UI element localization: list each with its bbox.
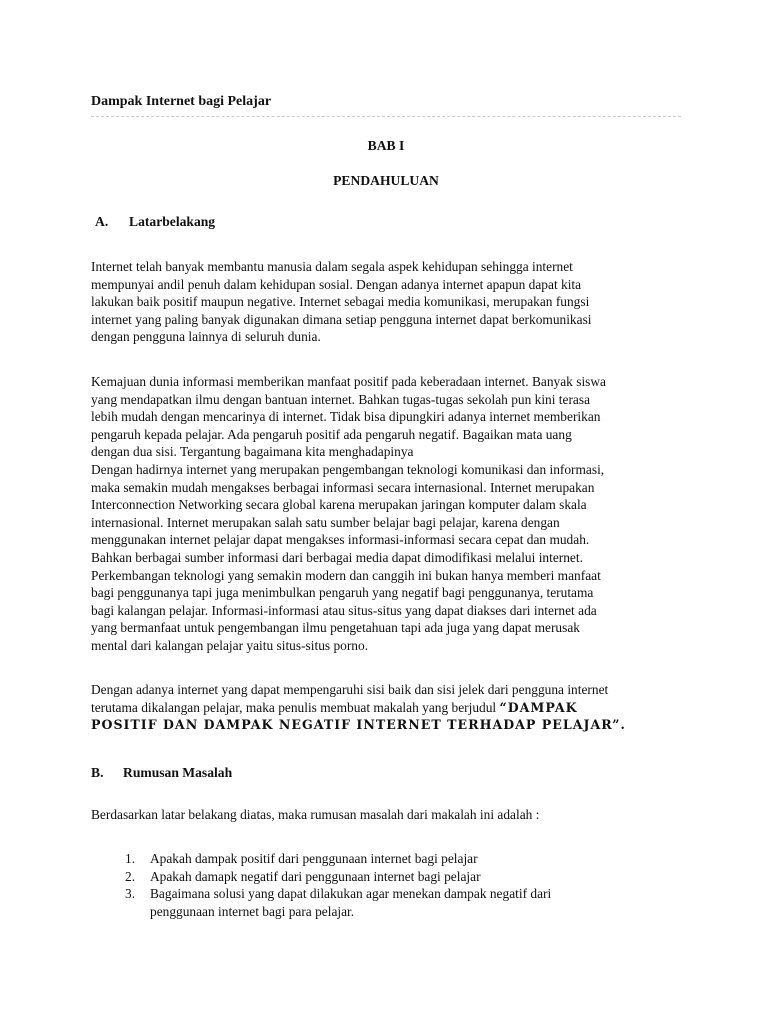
paper-title-part2: POSITIF DAN DAMPAK NEGATIF INTERNET TERHADAP PELAJAR”.: [91, 717, 626, 733]
section-b-title: Rumusan Masalah: [123, 765, 233, 780]
section-a-title: Latarbelakang: [129, 214, 216, 229]
list-line: Apakah damapk negatif dari penggunaan internet bagi pelajar: [150, 868, 481, 884]
paragraph-line: Internet telah banyak membantu manusia dalam segala aspek kehidupan sehingga internet: [91, 259, 573, 274]
section-a-heading: [95, 213, 215, 231]
paragraph-line: Bahkan berbagai sumber informasi dari berbagai media dapat dimodifikasi melalui internet.: [91, 549, 583, 565]
list-number: 1.: [125, 851, 136, 866]
paragraph-line: lebih mudah dengan mencarinya di internet. Tidak bisa dipungkiri adanya internet memberikan: [91, 409, 601, 425]
section-b-heading: [91, 764, 232, 782]
paragraph-line: maka semakin mudah mengakses berbagai informasi secara internasional. Internet merupakan: [91, 479, 595, 495]
list-item: [125, 850, 645, 868]
paper-title-part1: “DAMPAK: [499, 699, 578, 715]
document-title: Dampak Internet bagi Pelajar: [91, 94, 272, 109]
list-item: [125, 868, 645, 886]
paragraph-line: dengan dua sisi. Tergantung bagaimana kita menghadapinya: [91, 444, 414, 460]
paragraph-line: bagi penggunanya tapi juga menimbulkan pengaruh yang negatif bagi penggunanya, terutama: [91, 585, 594, 601]
list-text: [150, 868, 481, 886]
paragraph-line: Dengan adanya internet yang dapat mempengaruhi sisi baik dan sisi jelek dari pengguna internet: [91, 682, 609, 697]
problem-list: [125, 850, 645, 920]
paragraph-text: terutama dikalangan pelajar, maka penulis membuat makalah yang berjudul: [91, 699, 500, 715]
title-divider: [91, 116, 681, 117]
paragraph-line: Berdasarkan latar belakang diatas, maka rumusan masalah dari makalah ini adalah :: [91, 807, 540, 822]
list-number: 3.: [125, 886, 136, 902]
paragraph-line: lakukan baik positif maupun negative. Internet sebagai media komunikasi, merupakan fungsi: [91, 294, 590, 310]
paragraph-line: bagi kalangan pelajar. Informasi-informasi atau situs-situs yang dapat diakses dari internet ada: [91, 602, 597, 618]
section-a-letter: A.: [95, 214, 109, 229]
paragraph-line: internasional. Internet merupakan salah satu sumber belajar bagi pelajar, karena dengan: [91, 514, 560, 530]
paragraph-line: yang bermanfaat untuk pengembangan ilmu pengetahuan tapi ada juga yang dapat merusak: [91, 620, 580, 636]
list-number: 2.: [125, 868, 136, 884]
paragraph-line: [91, 699, 691, 717]
paragraph-3: [91, 681, 691, 734]
chapter-title: PENDAHULUAN: [333, 173, 439, 188]
paragraph-line: Perkembangan teknologi yang semakin modern dan canggih ini bukan hanya memberi manfaat: [91, 567, 601, 583]
paragraph-line: menggunakan internet pelajar dapat mengakses informasi-informasi secara cepat dan mudah.: [91, 532, 590, 548]
paragraph-line: yang mendapatkan ilmu dengan bantuan internet. Bahkan tugas-tugas sekolah pun kini terasa: [91, 391, 591, 407]
paragraph-line: internet yang paling banyak digunakan dimana setiap pengguna internet dapat berkomunikasi: [91, 311, 592, 327]
list-line: Bagaimana solusi yang dapat dilakukan agar menekan dampak negatif dari: [150, 886, 552, 902]
list-item: [125, 885, 645, 920]
section-b-letter: B.: [91, 765, 104, 780]
paragraph-line: mempunyai andil penuh dalam kehidupan sosial. Dengan adanya internet apapun dapat kita: [91, 276, 582, 292]
list-text: [150, 850, 478, 868]
paragraph-line: mental dari kalangan pelajar yaitu situs-situs porno.: [91, 637, 369, 653]
paragraph-line: Kemajuan dunia informasi memberikan manfaat positif pada keberadaan internet. Banyak siswa: [91, 374, 606, 389]
list-line: penggunaan internet bagi para pelajar.: [150, 903, 355, 919]
chapter-label: BAB I: [367, 138, 405, 153]
paragraph-1: [91, 258, 691, 346]
list-line: Apakah dampak positif dari penggunaan internet bagi pelajar: [150, 851, 478, 866]
section-b-intro: [91, 806, 691, 824]
paragraph-line: dengan pengguna lainnya di seluruh dunia.: [91, 329, 321, 345]
list-text: [150, 885, 551, 920]
paragraph-line: pengaruh kepada pelajar. Ada pengaruh positif ada pengaruh negatif. Bagaikan mata uang: [91, 426, 572, 442]
paragraph-line: Dengan hadirnya internet yang merupakan pengembangan teknologi komunikasi dan informasi,: [91, 461, 605, 477]
paragraph-2: [91, 373, 691, 655]
paragraph-line: Interconnection Networking secara global karena merupakan jaringan komputer dalam skala: [91, 497, 587, 513]
